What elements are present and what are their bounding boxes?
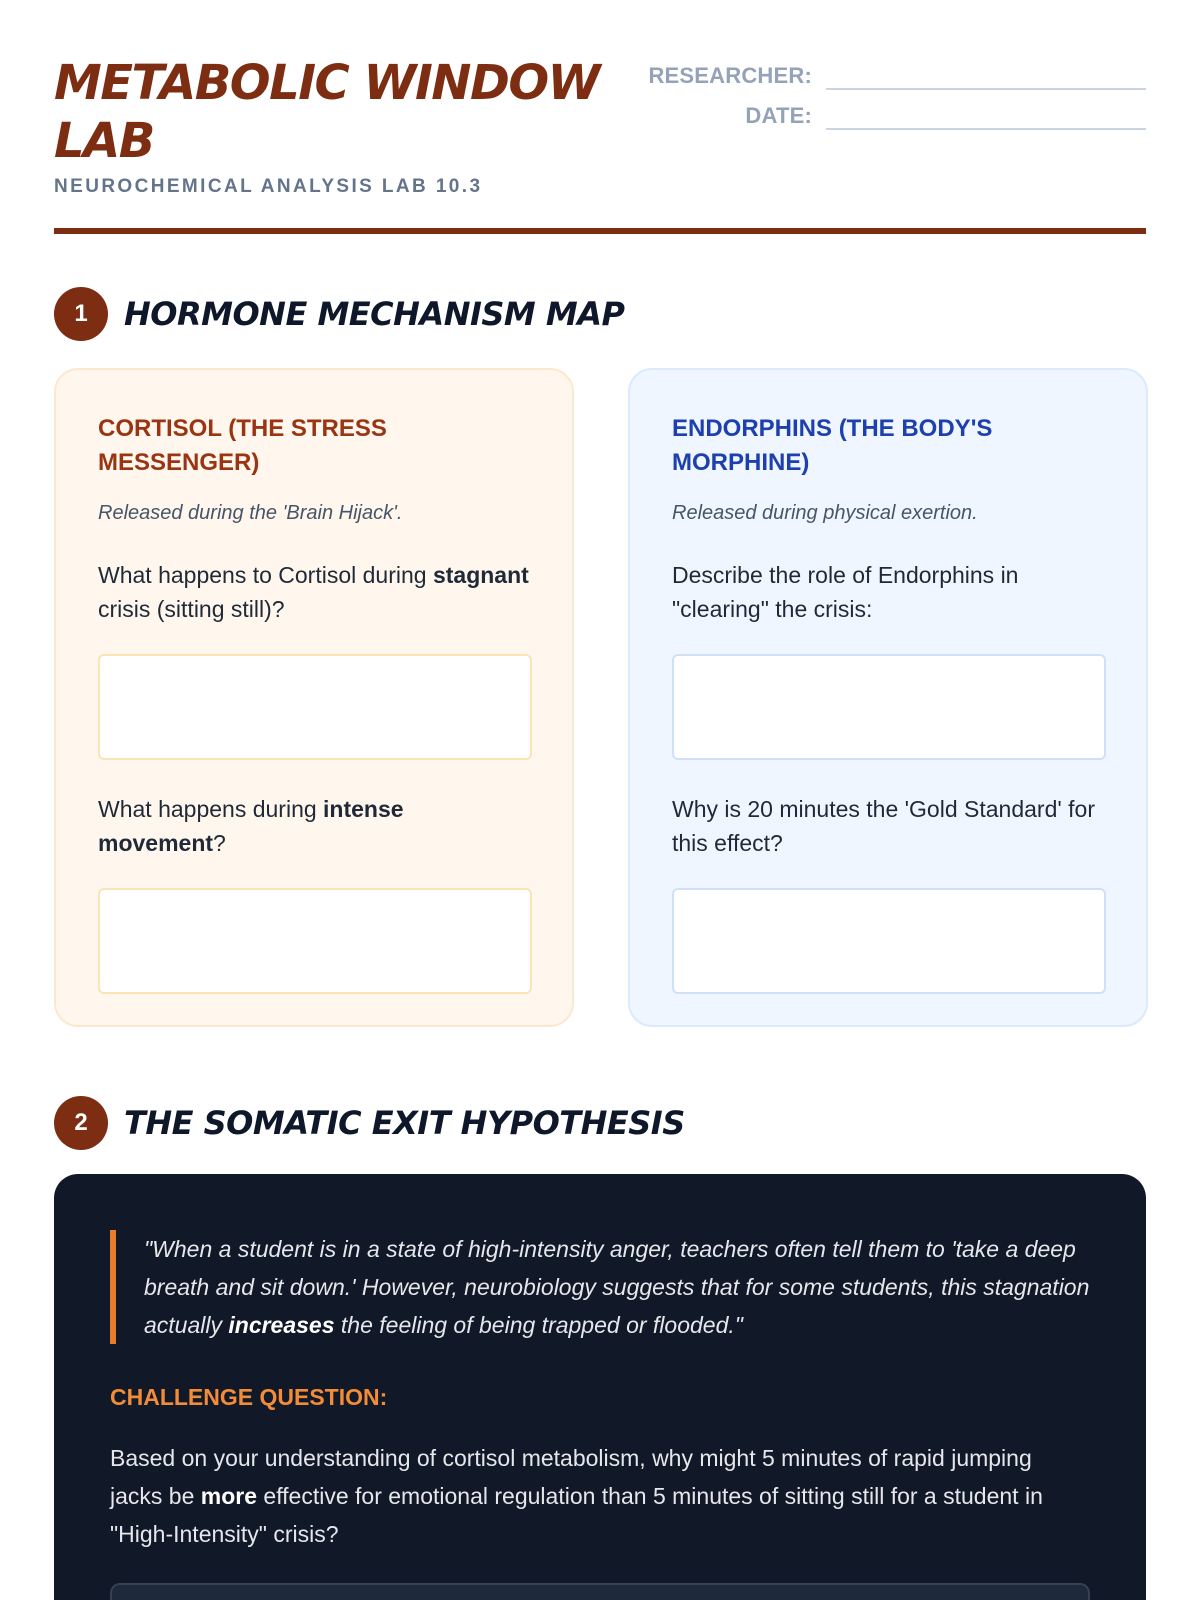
challenge-answer-box[interactable] <box>110 1583 1090 1600</box>
cortisol-q1-text-start: What happens to Cortisol during <box>98 562 433 588</box>
cortisol-q2-text-start: What happens during <box>98 796 324 822</box>
researcher-label: RESEARCHER: <box>648 63 812 88</box>
hypothesis-panel <box>54 1174 1146 1600</box>
section-1-number-badge: 1 <box>54 287 108 341</box>
challenge-text-end: effective for emotional regulation than 5 minutes of sitting still for a student in "High-Intensity" crisis? <box>110 1483 1043 1547</box>
worksheet-header <box>54 0 1146 234</box>
cortisol-q2-emphasis: intense movement <box>98 796 404 856</box>
date-row <box>626 96 1146 136</box>
section-1-heading <box>54 287 624 341</box>
page-title: METABOLIC WINDOW LAB <box>54 55 600 169</box>
quote-text-start: "When a student is in a state of high-intensity anger, teachers often tell them to 'take a deep breath and sit down.' However, neurobiology suggests that for some students, this stagnation actually <box>144 1236 1090 1338</box>
section-2-title: THE SOMATIC EXIT HYPOTHESIS <box>124 1104 685 1142</box>
date-field[interactable] <box>826 102 1146 130</box>
endorphins-answer-2-box[interactable] <box>672 888 1106 994</box>
cortisol-answer-1-box[interactable] <box>98 654 532 760</box>
cortisol-question-2 <box>98 792 530 860</box>
cortisol-q1-text-end: crisis (sitting still)? <box>98 596 285 622</box>
cortisol-card-title: CORTISOL (THE STRESS MESSENGER) <box>98 415 387 476</box>
section-1-title: HORMONE MECHANISM MAP <box>124 295 625 333</box>
researcher-meta <box>626 56 1146 136</box>
section-2-heading <box>54 1096 685 1150</box>
cortisol-question-1 <box>98 558 530 626</box>
cortisol-q2-text-end: ? <box>213 830 226 856</box>
endorphins-question-2: Why is 20 minutes the 'Gold Standard' for this effect? <box>672 796 1095 856</box>
date-label: DATE: <box>745 103 812 128</box>
challenge-question-text <box>110 1439 1090 1553</box>
hypothesis-quote <box>110 1230 1090 1344</box>
cortisol-answer-2-box[interactable] <box>98 888 532 994</box>
endorphins-question-1: Describe the role of Endorphins in "clearing" the crisis: <box>672 562 1019 622</box>
cortisol-card <box>54 368 574 1027</box>
endorphins-card <box>628 368 1148 1027</box>
researcher-field[interactable] <box>826 62 1146 90</box>
cortisol-q1-emphasis: stagnant <box>432 562 529 588</box>
endorphins-answer-1-box[interactable] <box>672 654 1106 760</box>
page-subtitle: NEUROCHEMICAL ANALYSIS LAB 10.3 <box>54 176 483 197</box>
challenge-text-start: Based on your understanding of cortisol metabolism, why might 5 minutes of rapid jumping jacks be <box>110 1445 1032 1509</box>
challenge-question-label: CHALLENGE QUESTION: <box>110 1384 388 1410</box>
challenge-emphasis: more <box>200 1483 258 1509</box>
endorphins-card-title: ENDORPHINS (THE BODY'S MORPHINE) <box>672 415 993 476</box>
endorphins-card-note: Released during physical exertion. <box>672 502 978 524</box>
quote-text-end: the feeling of being trapped or flooded." <box>334 1312 743 1338</box>
section-2-number-badge: 2 <box>54 1096 108 1150</box>
researcher-row <box>626 56 1146 96</box>
quote-emphasis: increases <box>228 1312 335 1338</box>
cortisol-card-note: Released during the 'Brain Hijack'. <box>98 502 403 524</box>
